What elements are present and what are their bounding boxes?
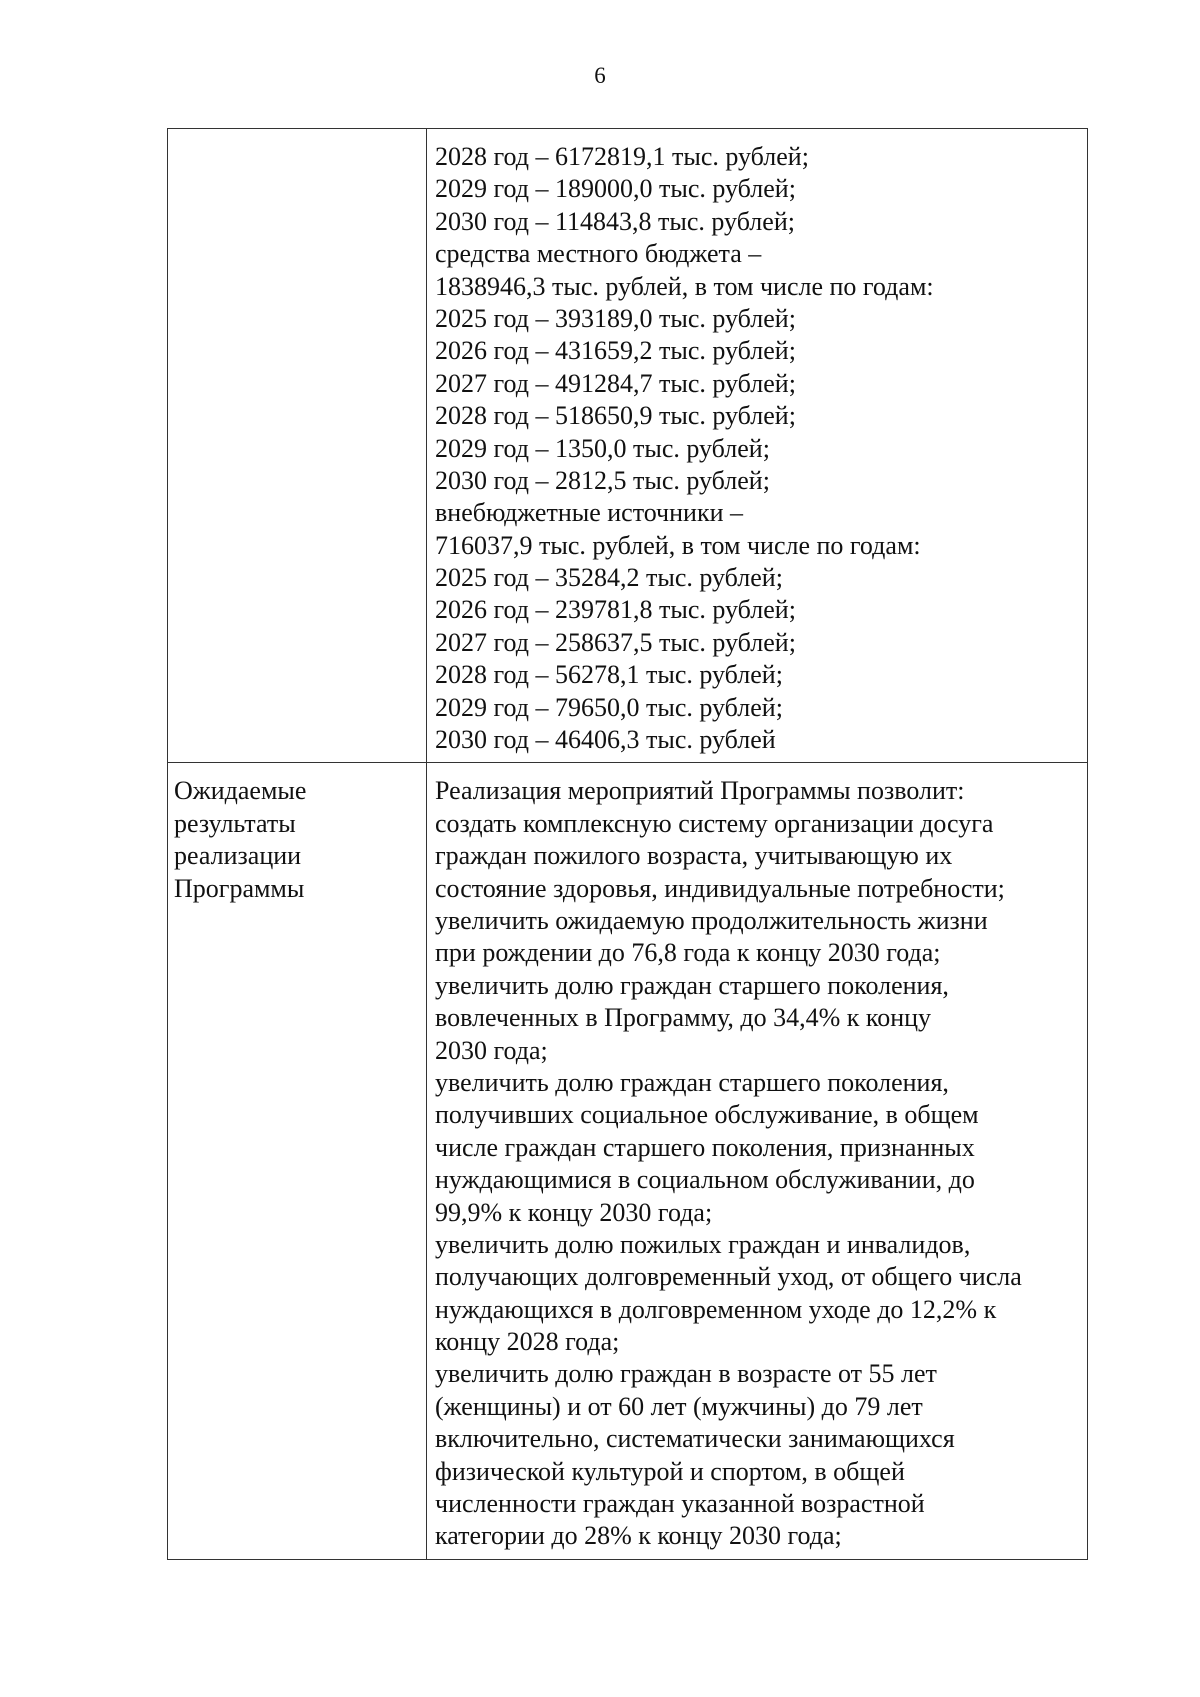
row-content-line: 2029 год – 189000,0 тыс. рублей; [435,174,796,204]
table-row-expected-results [168,763,1088,1559]
program-passport-table [167,128,1088,1560]
row-label-text [168,129,426,147]
row-content-line: 2030 год – 114843,8 тыс. рублей; [435,206,795,236]
row-content-line: категории до 28% к концу 2030 года; [435,1521,842,1551]
row-content-line: увеличить долю граждан в возрасте от 55 лет [435,1359,937,1389]
row-content-line: нуждающимися в социальном обслуживании, до [435,1165,975,1195]
row-content-line: (женщины) и от 60 лет (мужчины) до 79 лет [435,1391,923,1421]
row-content-line: 716037,9 тыс. рублей, в том числе по годам: [435,530,921,560]
row-content-line: граждан пожилого возраста, учитывающую их [435,841,953,871]
row-content-line: 2026 год – 431659,2 тыс. рублей; [435,336,796,366]
row-label-cell-funding [168,129,427,763]
row-content-line: внебюджетные источники – [435,498,743,528]
row-content-line: увеличить долю граждан старшего поколения, [435,1067,949,1097]
row-content-text [427,763,1087,1558]
row-content-line: Реализация мероприятий Программы позволит: [435,776,965,806]
row-label-cell-expected-results [168,763,427,1559]
row-content-line: концу 2028 года; [435,1327,620,1357]
row-label-line: результаты [174,808,296,838]
row-content-line: 2026 год – 239781,8 тыс. рублей; [435,595,796,625]
row-content-line: 1838946,3 тыс. рублей, в том числе по годам: [435,271,934,301]
row-content-line: 99,9% к концу 2030 года; [435,1197,713,1227]
row-content-text [427,129,1087,762]
row-label-line: Программы [174,873,305,903]
row-label-line: реализации [174,841,302,871]
row-content-cell-funding [427,129,1088,763]
row-content-line: 2028 год – 6172819,1 тыс. рублей; [435,142,809,171]
row-content-line: 2029 год – 79650,0 тыс. рублей; [435,692,783,722]
row-content-line: вовлеченных в Программу, до 34,4% к концу [435,1003,932,1033]
table-row-funding [168,129,1088,763]
row-content-line: увеличить долю пожилых граждан и инвалидов, [435,1229,971,1259]
row-content-line: увеличить ожидаемую продолжительность жизни [435,905,988,935]
row-content-line: получающих долговременный уход, от общего числа [435,1262,1022,1292]
row-content-line: получивших социальное обслуживание, в общем [435,1100,979,1130]
row-label-line: Ожидаемые [174,776,307,806]
row-content-line: создать комплексную систему организации досуга [435,808,994,838]
row-content-line: численности граждан указанной возрастной [435,1489,925,1519]
row-content-line: при рождении до 76,8 года к концу 2030 года; [435,938,941,968]
row-content-line: 2028 год – 56278,1 тыс. рублей; [435,660,783,690]
row-content-line: физической культурой и спортом, в общей [435,1456,905,1486]
row-content-line: средства местного бюджета – [435,239,762,269]
row-content-line: 2030 год – 2812,5 тыс. рублей; [435,465,770,495]
row-label-text [168,763,426,911]
row-content-line: 2030 года; [435,1035,548,1065]
row-content-line: 2030 год – 46406,3 тыс. рублей [435,725,776,755]
row-content-line: 2027 год – 258637,5 тыс. рублей; [435,627,796,657]
row-content-line: числе граждан старшего поколения, признанных [435,1132,975,1162]
row-content-line: 2028 год – 518650,9 тыс. рублей; [435,401,796,431]
row-content-line: включительно, систематически занимающихся [435,1424,955,1454]
row-content-line: 2025 год – 35284,2 тыс. рублей; [435,563,783,593]
row-content-line: 2027 год – 491284,7 тыс. рублей; [435,368,796,398]
row-content-line: нуждающихся в долговременном уходе до 12,2% к [435,1294,997,1324]
row-content-line: 2025 год – 393189,0 тыс. рублей; [435,303,796,333]
page-number: 6 [594,63,606,88]
row-content-line: увеличить долю граждан старшего поколения, [435,970,949,1000]
row-content-cell-expected-results [427,763,1088,1559]
row-content-line: 2029 год – 1350,0 тыс. рублей; [435,433,770,463]
row-content-line: состояние здоровья, индивидуальные потребности; [435,873,1005,903]
